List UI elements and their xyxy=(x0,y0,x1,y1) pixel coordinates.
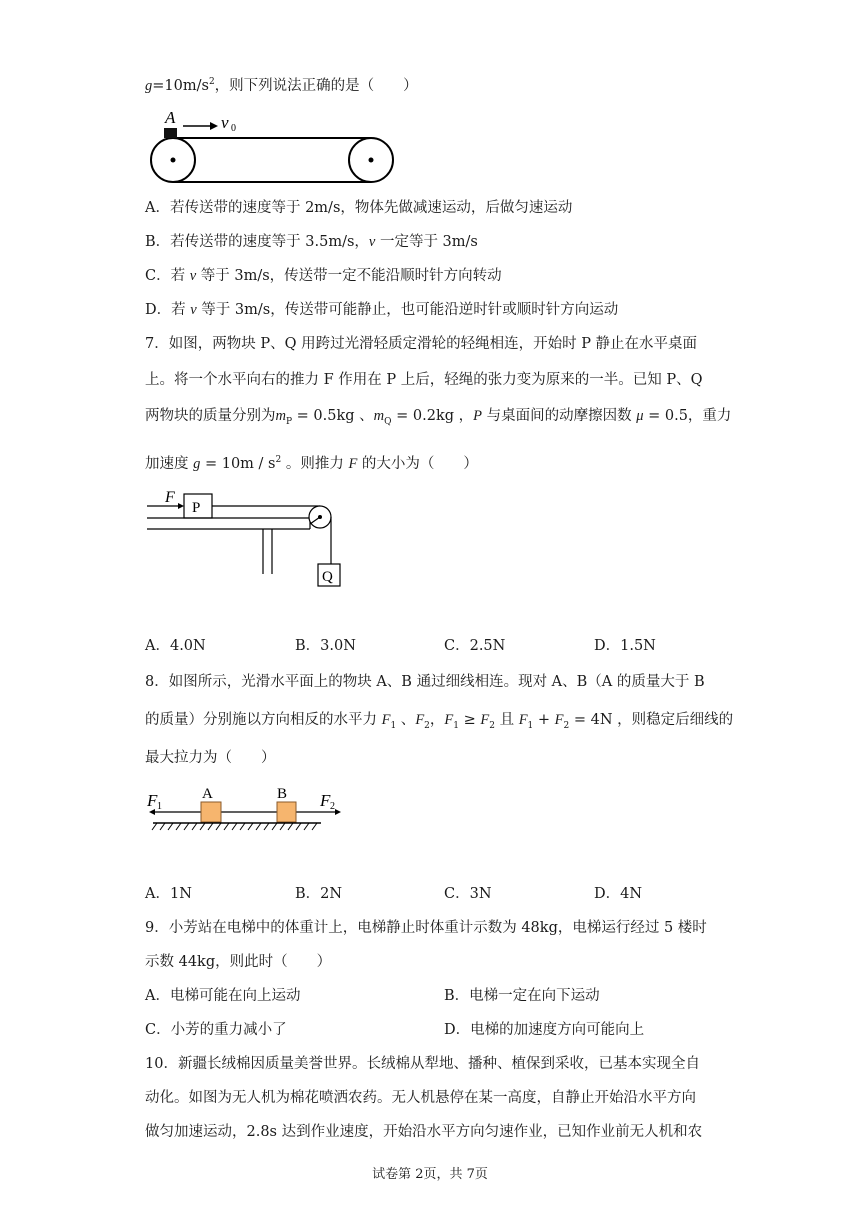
q7-stem-line3: 两物块的质量分别为$m_P = 0.5kg$ 、$m_Q = 0.2kg$ ，P 与桌面间的动摩擦因数 μ = 0.5，重力 xyxy=(145,408,732,427)
svg-text:0: 0 xyxy=(231,123,236,134)
q9-stem-line2: 示数 44kg，则此时（ ） xyxy=(145,954,332,970)
q8-option-a[interactable]: A．1N xyxy=(145,886,192,902)
q8-stem-line2: 的质量）分别施以方向相反的水平力 $F_1$ 、$F_2$，$F_1 \ge F_2$ 且 $F_1 + F_2 = 4N$ ，则稳定后细线的 xyxy=(145,712,734,731)
block-p-label: P xyxy=(192,500,201,516)
conveyor-belt-figure xyxy=(145,104,405,189)
svg-text:1: 1 xyxy=(157,801,162,812)
q7-stem-line1: 7．如图，两物块 P、Q 用跨过光滑轻质定滑轮的轻绳相连，开始时 P 静止在水平桌面 xyxy=(145,336,698,352)
q8-option-b[interactable]: B．2N xyxy=(295,886,343,902)
two-blocks-figure xyxy=(145,780,345,835)
q6-option-b[interactable]: B．若传送带的速度等于 3.5m/s，v 一定等于 3m/s xyxy=(145,234,478,250)
q8-option-c[interactable]: C．3N xyxy=(444,886,492,902)
q10-stem-line3: 做匀加速运动，2.8s 达到作业速度，开始沿水平方向匀速作业，已知作业前无人机和农 xyxy=(145,1124,703,1140)
q7-stem-line4: 加速度 $g = 10m / s^2$ 。则推力 F 的大小为（ ） xyxy=(145,455,478,472)
block-b xyxy=(277,802,296,822)
q7-option-d[interactable]: D．1.5N xyxy=(594,638,656,654)
block-b-label: B xyxy=(277,786,288,802)
q8-option-d[interactable]: D．4N xyxy=(594,886,643,902)
block-a-label: A xyxy=(165,108,176,127)
q7-option-c[interactable]: C．2.5N xyxy=(444,638,506,654)
velocity-label: v xyxy=(221,113,229,132)
q6-stem-end: $g=10m/s^2$，则下列说法正确的是（ ） xyxy=(145,77,418,94)
q6-option-d[interactable]: D．若 v 等于 3m/s，传送带可能静止，也可能沿逆时针或顺时针方向运动 xyxy=(145,302,619,318)
q9-option-c[interactable]: C．小芳的重力减小了 xyxy=(145,1022,287,1038)
q9-option-d[interactable]: D．电梯的加速度方向可能向上 xyxy=(444,1022,645,1038)
block-a-label: A xyxy=(202,786,213,802)
q9-option-b[interactable]: B．电梯一定在向下运动 xyxy=(444,988,600,1004)
force-f2-label: F xyxy=(320,791,331,810)
block-q-label: Q xyxy=(322,569,333,585)
q8-stem-line1: 8．如图所示，光滑水平面上的物块 A、B 通过细线相连。现对 A、B（A 的质量大于 B xyxy=(145,674,705,690)
q10-stem-line2: 动化。如图为无人机为棉花喷洒农药。无人机悬停在某一高度，自静止开始沿水平方向 xyxy=(145,1090,696,1106)
q9-option-a[interactable]: A．电梯可能在向上运动 xyxy=(145,988,301,1004)
block-a xyxy=(201,802,221,822)
q6-option-a[interactable]: A．若传送带的速度等于 2m/s，物体先做减速运动，后做匀速运动 xyxy=(145,200,573,216)
page-footer: 试卷第 2页，共 7页 xyxy=(372,1167,488,1182)
q9-stem-line1: 9．小芳站在电梯中的体重计上，电梯静止时体重计示数为 48kg，电梯运行经过 5 楼时 xyxy=(145,920,707,936)
svg-text:2: 2 xyxy=(330,801,335,812)
force-f1-label: F xyxy=(147,791,158,810)
q8-stem-line3: 最大拉力为（ ） xyxy=(145,750,276,766)
q7-option-a[interactable]: A．4.0N xyxy=(145,638,206,654)
q10-stem-line1: 10．新疆长绒棉因质量美誉世界。长绒棉从犁地、播种、植保到采收，已基本实现全自 xyxy=(145,1056,700,1072)
pulley-table-figure xyxy=(145,486,355,590)
q6-option-c[interactable]: C．若 v 等于 3m/s，传送带一定不能沿顺时针方向转动 xyxy=(145,268,502,284)
q7-option-b[interactable]: B．3.0N xyxy=(295,638,356,654)
q7-stem-line2: 上。将一个水平向右的推力 F 作用在 P 上后，轻绳的张力变为原来的一半。已知 P、Q xyxy=(145,372,703,388)
force-f-label: F xyxy=(165,489,175,506)
